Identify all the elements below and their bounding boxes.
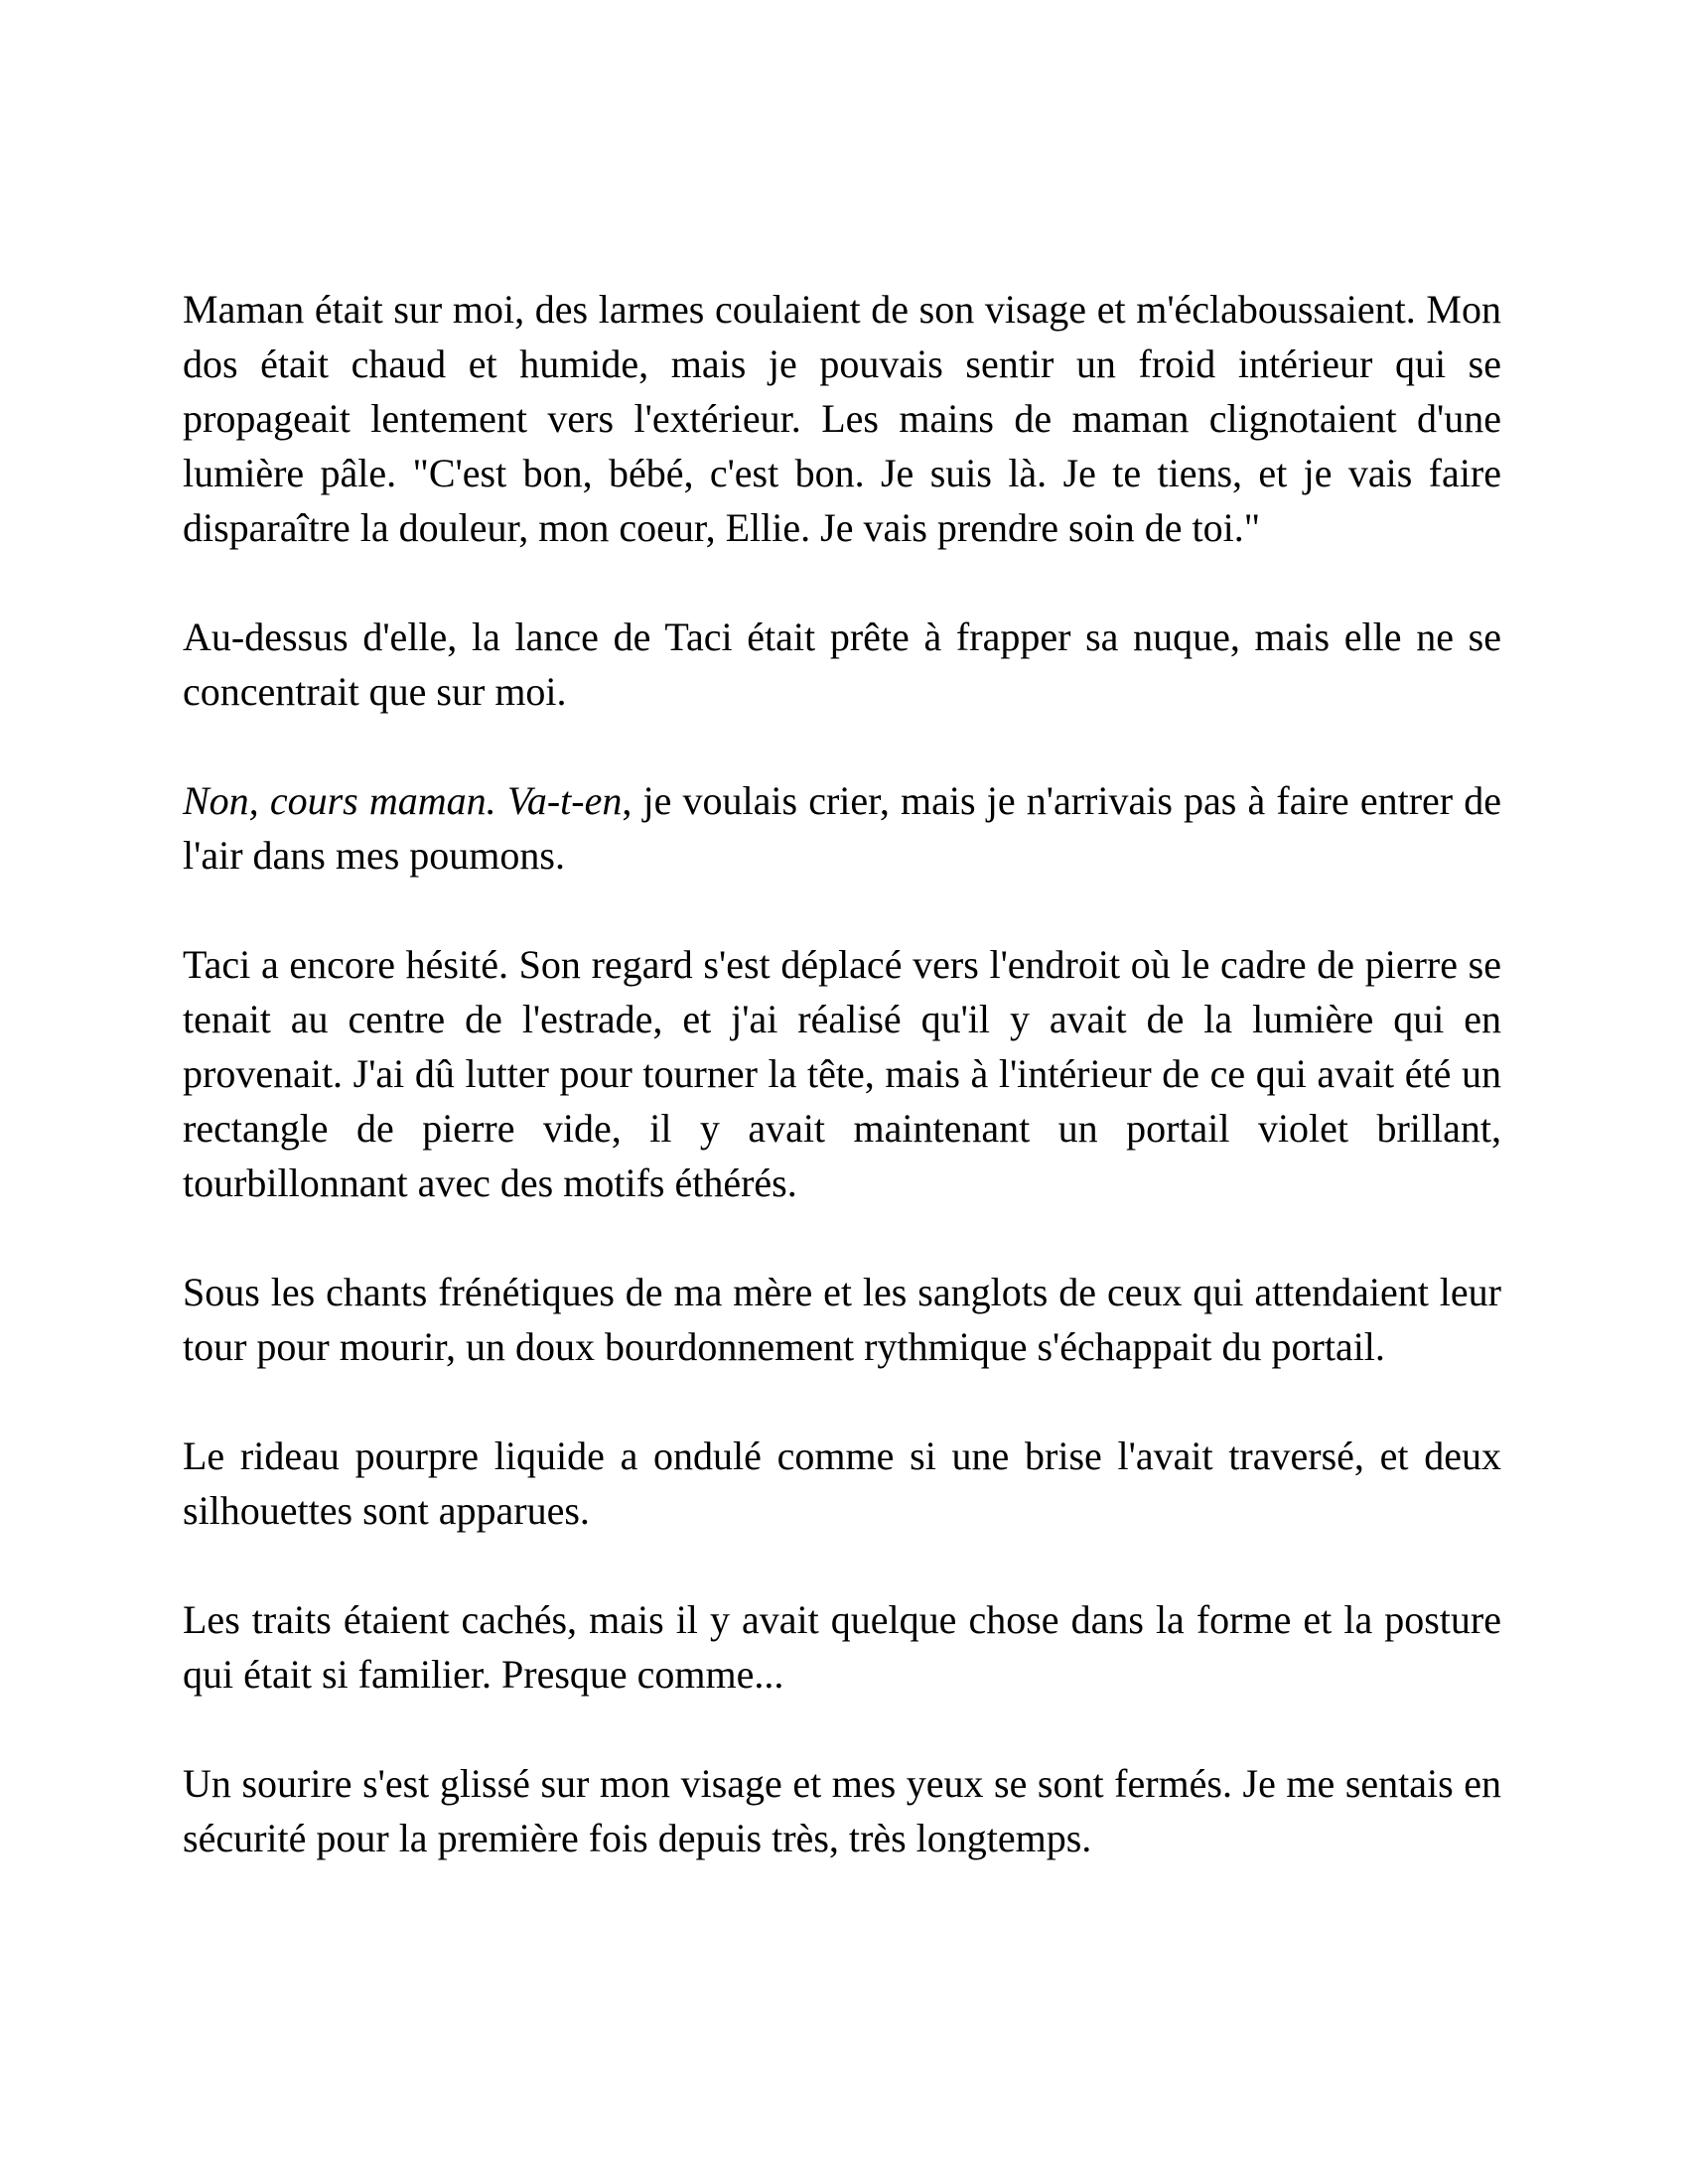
paragraph-6: Le rideau pourpre liquide a ondulé comme si une brise l'avait traversé, et deux silhouettes sont apparues.: [183, 1433, 1501, 1533]
paragraph-5: Sous les chants frénétiques de ma mère et les sanglots de ceux qui attendaient leur tour pour mourir, un doux bourdonnement rythmique s'échappait du portail.: [183, 1270, 1501, 1369]
paragraph-3: [183, 773, 1501, 883]
paragraph-3-text: , je voulais crier, mais je n'arrivais pas à faire entrer de l'air dans mes poumons.: [183, 778, 1501, 878]
italic-separator: [496, 778, 507, 823]
document-page: [183, 282, 1501, 1865]
italic-phrase-1: Non, cours maman.: [183, 778, 496, 823]
paragraph-2: Au-dessus d'elle, la lance de Taci était prête à frapper sa nuque, mais elle ne se concentrait que sur moi.: [183, 614, 1501, 714]
paragraph-1: Maman était sur moi, des larmes coulaient de son visage et m'éclaboussaient. Mon dos était chaud et humide, mais je pouvais sentir un froid intérieur qui se propageait lentement vers l'extérieur. Les mains de maman clignotaient d'une lumière pâle. "C'est bon, bébé, c'est bon. Je suis là. Je te tiens, et je vais faire disparaître la douleur, mon coeur, Ellie. Je vais prendre soin de toi.": [183, 287, 1501, 550]
paragraph-7: Les traits étaient cachés, mais il y avait quelque chose dans la forme et la posture qui était si familier. Presque comme...: [183, 1597, 1501, 1697]
paragraph-4: Taci a encore hésité. Son regard s'est déplacé vers l'endroit où le cadre de pierre se tenait au centre de l'estrade, et j'ai réalisé qu'il y avait de la lumière qui en provenait. J'ai dû lutter pour tourner la tête, mais à l'intérieur de ce qui avait été un rectangle de pierre vide, il y avait maintenant un portail violet brillant, tourbillonnant avec des motifs éthérés.: [183, 942, 1501, 1205]
italic-phrase-2: Va-t-en: [506, 778, 623, 823]
paragraph-8: Un sourire s'est glissé sur mon visage et mes yeux se sont fermés. Je me sentais en sécurité pour la première fois depuis très, très longtemps.: [183, 1761, 1501, 1860]
